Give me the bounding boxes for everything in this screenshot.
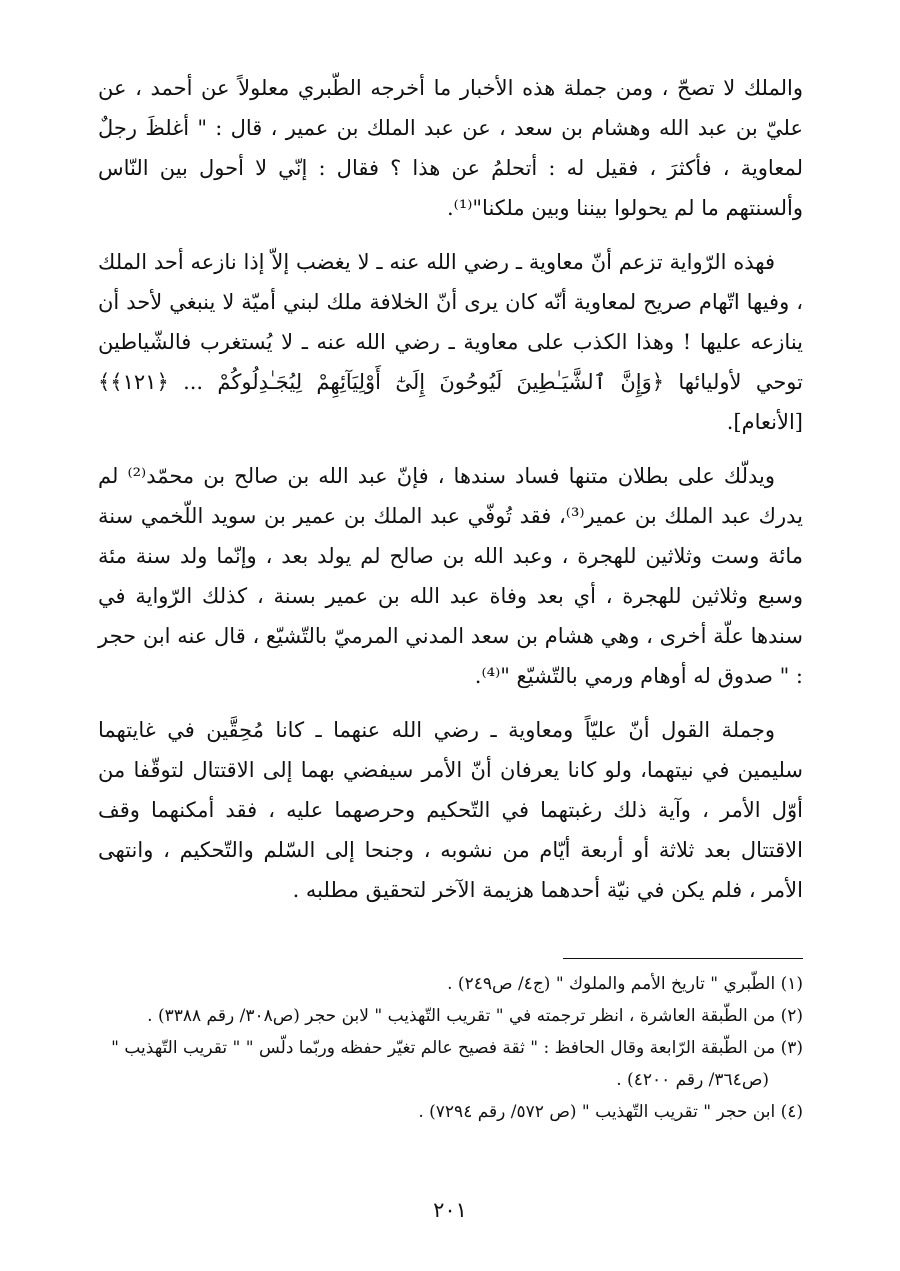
footnote-1: (١) الطّبري " تاريخ الأمم والملوك " (ج٤/ ص٢٤٩) .	[447, 974, 803, 994]
paragraph-4: وجملة القول أنّ عليّاً ومعاوية ـ رضي الله عنهما ـ كانا مُحِقَّين في غايتهما سليمين في نيتهما، ولو كانا يعرفان أنّ الأمر سيفضي بهما إلى الاقتتال لتوقّفا من أوّل الأمر ، وآية ذلك رغبتهما في التّحكيم وحرصهما عليه ، فقد أمكنهما وقف الاقتتال بعد ثلاثة أو أربعة أيّام من نشوبه ، وجنحا إلى السّلم والتّحكيم ، وانتهى الأمر ، فلم يكن في نيّة أحدهما هزيمة الآخر لتحقيق مطلبه .	[98, 718, 803, 902]
footnote-4: (٤) ابن حجر " تقريب التّهذيب " (ص ٥٧٢/ رقم ٧٢٩٤) .	[418, 1102, 803, 1122]
footnote-3-continuation: (ص٣٦٤/ رقم ٤٢٠٠) .	[616, 1070, 769, 1090]
footnote-2: (٢) من الطّبقة العاشرة ، انظر ترجمته في " تقريب التّهذيب " لابن حجر (ص٣٠٨/ رقم ٣٣٨٨) .	[147, 1006, 803, 1026]
paragraph-2: فهذه الرّواية تزعم أنّ معاوية ـ رضي الله عنه ـ لا يغضب إلاّ إذا نازعه أحد الملك ، وفيها اتّهام صريح لمعاوية أنّه كان يرى أنّ الخلافة ملك لبني أميّة لا ينبغي لأحد أن ينازعه عليها ! وهذا الكذب على معاوية ـ رضي الله عنه ـ لا يُستغرب فالشّياطين توحي لأوليائها ﴿وَإِنَّ ٱلشَّيَـٰطِينَ لَيُوحُونَ إِلَىٰٓ أَوْلِيَآئِهِمْ لِيُجَـٰدِلُوكُمْ ... ﴿١٢١﴾﴾ [الأنعام].	[98, 250, 803, 434]
footnote-separator	[563, 958, 803, 959]
footnotes	[98, 968, 803, 1128]
footnote-3: (٣) من الطّبقة الرّابعة وقال الحافظ : " ثقة فصيح عالم تغيّر حفظه وربّما دلّس " " تقريب التّهذيب "	[111, 1038, 803, 1058]
paragraph-1: والملك لا تصحّ ، ومن جملة هذه الأخبار ما أخرجه الطّبري معلولاً عن أحمد ، عن عليّ بن عبد الله وهشام بن سعد ، عن عبد الملك بن عمير ، قال : " أغلظَ رجلٌ لمعاوية ، فأكثرَ ، فقيل له : أتحلمُ عن هذا ؟ فقال : إنّي لا أحول بين النّاس وألسنتهم ما لم يحولوا بيننا وبين ملكنا"⁽¹⁾.	[98, 76, 804, 220]
paragraph-3: ويدلّك على بطلان متنها فساد سندها ، فإنّ عبد الله بن صالح بن محمّد⁽²⁾ لم يدرك عبد الملك بن عمير⁽³⁾، فقد تُوفّي عبد الملك بن عمير بن سويد اللّخمي سنة مائة وست وثلاثين للهجرة ، وعبد الله بن صالح لم يولد بعد ، وإنّما ولد سنة مئة وسبع وثلاثين للهجرة ، أي بعد وفاة عبد الله بن عمير بسنة ، كذلك الرّواية في سندها علّة أخرى ، وهي هشام بن سعد المدني المرميّ بالتّشيّع ، قال عنه ابن حجر : " صدوق له أوهام ورمي بالتّشيّع "⁽⁴⁾.	[98, 464, 804, 688]
page-number: ٢٠١	[433, 1198, 467, 1222]
main-text	[98, 68, 803, 924]
